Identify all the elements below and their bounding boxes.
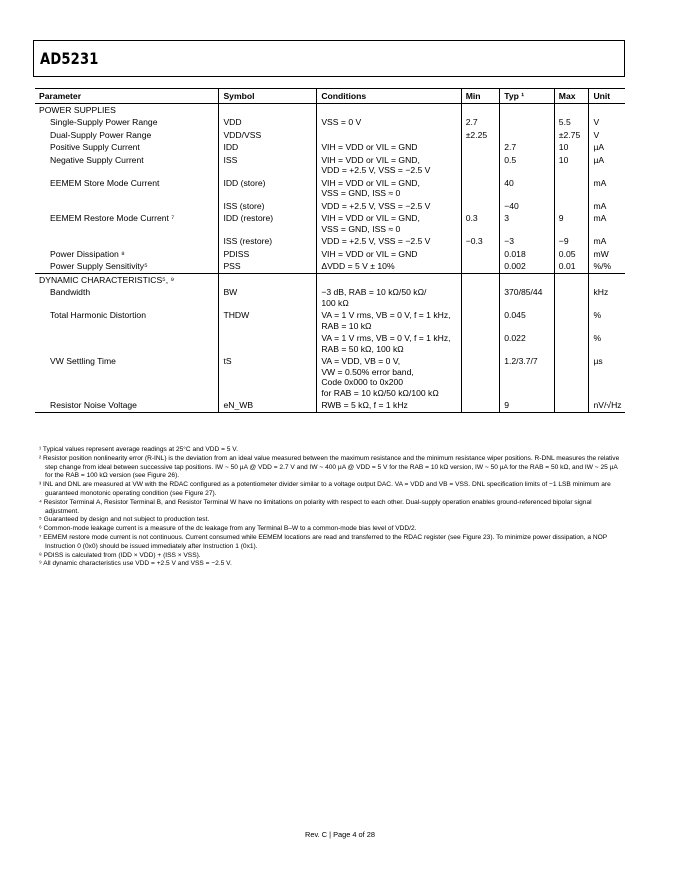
cell-param bbox=[35, 332, 219, 355]
cell-max: 0.05 bbox=[554, 248, 589, 261]
table-row bbox=[35, 235, 625, 248]
header-min: Min bbox=[461, 89, 500, 104]
cell-sym: PDISS bbox=[219, 248, 317, 261]
footnote: ² Resistor position nonlinearity error (R-INL) is the deviation from an ideal value measured between the maximum resistance and the minimum resistance wiper positions. R-DNL measures the relative step change from ideal between successive tap positions. IW ~ 50 µA @ VDD = 2.7 V and IW ~ 400 µA @ VDD = 5 V for the RAB = 10 kΩ version, IW ~ 50 µA for the RAB = 50 kΩ, and IW ~ 25 µA for the RAB = 100 kΩ version (see Figure 26). bbox=[39, 454, 620, 480]
cell-sym: ISS (store) bbox=[219, 200, 317, 213]
cell-cond: RWB = 5 kΩ, f = 1 kHz bbox=[317, 399, 461, 412]
cell-cond: VDD = +2.5 V, VSS = −2.5 V bbox=[317, 235, 461, 248]
table-row bbox=[35, 212, 625, 235]
footnote: ⁸ PDISS is calculated from (IDD × VDD) + (ISS × VSS). bbox=[39, 551, 201, 559]
cell-unit: µs bbox=[589, 355, 625, 399]
cell-cond: VIH = VDD or VIL = GND, VSS = GND, ISS ≈ 0 bbox=[317, 212, 461, 235]
cell-typ: 0.045 bbox=[500, 309, 555, 332]
cell-typ: 0.5 bbox=[500, 154, 555, 177]
cell-min bbox=[461, 399, 500, 412]
cell-sym: IDD (restore) bbox=[219, 212, 317, 235]
table-row bbox=[35, 200, 625, 213]
cell-sym: BW bbox=[219, 286, 317, 309]
cell-param: Total Harmonic Distortion bbox=[50, 310, 146, 320]
cell-unit: nV/√Hz bbox=[589, 399, 625, 412]
cell-param: VW Settling Time bbox=[50, 356, 116, 366]
cell-max bbox=[554, 103, 589, 116]
cell-sym: tS bbox=[219, 355, 317, 399]
table-row bbox=[35, 177, 625, 200]
header-unit: Unit bbox=[589, 89, 625, 104]
cell-unit: mA bbox=[589, 177, 625, 200]
cell-param: Positive Supply Current bbox=[50, 142, 140, 152]
table-row bbox=[35, 248, 625, 261]
cell-typ bbox=[500, 273, 555, 286]
cell-param: EEMEM Restore Mode Current ⁷ bbox=[50, 213, 175, 223]
cell-typ: 40 bbox=[500, 177, 555, 200]
cell-min bbox=[461, 177, 500, 200]
cell-min bbox=[461, 200, 500, 213]
cell-typ: 0.018 bbox=[500, 248, 555, 261]
cell-unit: mA bbox=[589, 212, 625, 235]
cell-cond: VA = VDD, VB = 0 V, VW = 0.50% error band, Code 0x000 to 0x200 for RAB = 10 kΩ/50 kΩ/100 kΩ bbox=[317, 355, 461, 399]
cell-max bbox=[554, 273, 589, 286]
cell-sym bbox=[219, 103, 317, 116]
header-max: Max bbox=[554, 89, 589, 104]
cell-sym: VDD bbox=[219, 116, 317, 129]
footnote: ¹ Typical values represent average readings at 25°C and VDD = 5 V. bbox=[39, 446, 238, 453]
cell-sym: THDW bbox=[219, 309, 317, 332]
cell-unit: kHz bbox=[589, 286, 625, 309]
cell-min bbox=[461, 286, 500, 309]
cell-max: −9 bbox=[554, 235, 589, 248]
table-body bbox=[35, 103, 625, 412]
cell-typ: 2.7 bbox=[500, 141, 555, 154]
table-section-row bbox=[35, 103, 625, 116]
table-row bbox=[35, 116, 625, 129]
cell-unit: µA bbox=[589, 141, 625, 154]
cell-param: Power Dissipation ⁸ bbox=[50, 248, 125, 259]
cell-max: 10 bbox=[554, 154, 589, 177]
footnote: ⁶ Common-mode leakage current is a measure of the dc leakage from any Terminal B–W to a common-mode bias level of VDD/2. bbox=[39, 525, 417, 533]
table-row bbox=[35, 355, 625, 399]
cell-param: Power Supply Sensitivity⁵ bbox=[50, 261, 148, 271]
cell-cond: VIH = VDD or VIL = GND, VDD = +2.5 V, VSS = −2.5 V bbox=[317, 154, 461, 177]
cell-max bbox=[554, 332, 589, 355]
cell-sym: eN_WB bbox=[219, 399, 317, 412]
cell-unit: % bbox=[589, 309, 625, 332]
table-row bbox=[35, 141, 625, 154]
cell-unit: mW bbox=[589, 248, 625, 261]
cell-max: ±2.75 bbox=[554, 129, 589, 142]
cell-unit: mA bbox=[589, 200, 625, 213]
cell-min bbox=[461, 260, 500, 273]
header-symbol: Symbol bbox=[219, 89, 317, 104]
cell-param: Single-Supply Power Range bbox=[50, 117, 158, 127]
table-row bbox=[35, 399, 625, 412]
cell-typ bbox=[500, 129, 555, 142]
cell-sym: ISS (restore) bbox=[219, 235, 317, 248]
cell-min: ±2.25 bbox=[461, 129, 500, 142]
cell-cond: VA = 1 V rms, VB = 0 V, f = 1 kHz, RAB = 10 kΩ bbox=[317, 309, 461, 332]
table-header-row bbox=[35, 89, 625, 104]
cell-param: Negative Supply Current bbox=[50, 154, 144, 165]
cell-typ: 0.022 bbox=[500, 332, 555, 355]
cell-sym: VDD/VSS bbox=[219, 129, 317, 142]
page-footer: Rev. C | Page 4 of 28 bbox=[305, 830, 375, 839]
header-parameter: Parameter bbox=[35, 89, 219, 104]
cell-sym bbox=[219, 332, 317, 355]
cell-unit: µA bbox=[589, 154, 625, 177]
cell-min bbox=[461, 154, 500, 177]
cell-min bbox=[461, 355, 500, 399]
cell-param bbox=[35, 235, 219, 248]
cell-typ: 370/85/44 bbox=[500, 286, 555, 309]
table-row bbox=[35, 154, 625, 177]
header-conditions: Conditions bbox=[317, 89, 461, 104]
cell-max: 9 bbox=[554, 212, 589, 235]
cell-max bbox=[554, 355, 589, 399]
table-row bbox=[35, 332, 625, 355]
cell-sym: IDD (store) bbox=[219, 177, 317, 200]
cell-sym: PSS bbox=[219, 260, 317, 273]
cell-cond: VIH = VDD or VIL = GND bbox=[317, 141, 461, 154]
cell-unit: V bbox=[589, 129, 625, 142]
cell-typ bbox=[500, 116, 555, 129]
cell-param: Dual-Supply Power Range bbox=[50, 129, 152, 140]
header-typ: Typ ¹ bbox=[500, 89, 555, 104]
cell-max bbox=[554, 309, 589, 332]
cell-min bbox=[461, 309, 500, 332]
cell-unit: mA bbox=[589, 235, 625, 248]
cell-cond bbox=[317, 129, 461, 142]
title-box bbox=[33, 40, 625, 77]
cell-param: POWER SUPPLIES bbox=[39, 104, 116, 115]
footnotes bbox=[39, 446, 621, 569]
cell-unit: %/% bbox=[589, 260, 625, 273]
cell-min: −0.3 bbox=[461, 235, 500, 248]
cell-typ: −40 bbox=[500, 200, 555, 213]
table-row bbox=[35, 309, 625, 332]
cell-unit: % bbox=[589, 332, 625, 355]
spec-table bbox=[35, 88, 625, 413]
cell-cond: VDD = +2.5 V, VSS = −2.5 V bbox=[317, 200, 461, 213]
cell-unit bbox=[589, 273, 625, 286]
cell-min bbox=[461, 273, 500, 286]
cell-cond bbox=[317, 103, 461, 116]
cell-unit: V bbox=[589, 116, 625, 129]
cell-sym bbox=[219, 273, 317, 286]
cell-min bbox=[461, 332, 500, 355]
cell-cond: VIH = VDD or VIL = GND bbox=[317, 248, 461, 261]
footnote: ³ INL and DNL are measured at VW with the RDAC configured as a potentiometer divider similar to a voltage output DAC. VA = VDD and VB = VSS. DNL specification limits of −1 LSB minimum are guaranteed monotonic operating condition (see Figure 27). bbox=[39, 481, 611, 497]
cell-sym: ISS bbox=[219, 154, 317, 177]
table-row bbox=[35, 260, 625, 273]
cell-max bbox=[554, 399, 589, 412]
cell-cond: VSS = 0 V bbox=[317, 116, 461, 129]
cell-cond: −3 dB, RAB = 10 kΩ/50 kΩ/ 100 kΩ bbox=[317, 286, 461, 309]
cell-sym: IDD bbox=[219, 141, 317, 154]
cell-min: 2.7 bbox=[461, 116, 500, 129]
cell-min bbox=[461, 141, 500, 154]
footnote: ⁴ Resistor Terminal A, Resistor Terminal B, and Resistor Terminal W have no limitations on polarity with respect to each other. Dual-supply operation enables ground-referenced bipolar signal adjustment. bbox=[39, 498, 592, 515]
cell-min bbox=[461, 103, 500, 116]
table-section-row bbox=[35, 273, 625, 286]
cell-typ: −3 bbox=[500, 235, 555, 248]
footnote: ⁵ Guaranteed by design and not subject to production test. bbox=[39, 516, 210, 524]
cell-max: 0.01 bbox=[554, 260, 589, 273]
cell-typ: 1.2/3.7/7 bbox=[500, 355, 555, 399]
cell-max bbox=[554, 200, 589, 213]
cell-max: 5.5 bbox=[554, 116, 589, 129]
footnote: ⁷ EEMEM restore mode current is not continuous. Current consumed while EEMEM locations are read and transferred to the RDAC register (see Figure 23). To minimize power dissipation, a NOP Instruction 0 (0x0) should be issued immediately after Instruction 1 (0x1). bbox=[39, 533, 607, 550]
page-title: AD5231 bbox=[40, 49, 99, 68]
footnote: ⁹ All dynamic characteristics use VDD = +2.5 V and VSS = −2.5 V. bbox=[39, 560, 232, 568]
cell-max bbox=[554, 177, 589, 200]
table-row bbox=[35, 129, 625, 142]
cell-cond: ΔVDD = 5 V ± 10% bbox=[317, 260, 461, 273]
cell-max bbox=[554, 286, 589, 309]
cell-cond bbox=[317, 273, 461, 286]
cell-cond: VA = 1 V rms, VB = 0 V, f = 1 kHz, RAB = 50 kΩ, 100 kΩ bbox=[317, 332, 461, 355]
cell-param: DYNAMIC CHARACTERISTICS⁵, ⁹ bbox=[35, 273, 219, 286]
cell-param: Bandwidth bbox=[50, 287, 91, 297]
cell-param: EEMEM Store Mode Current bbox=[50, 177, 160, 188]
cell-min: 0.3 bbox=[461, 212, 500, 235]
cell-unit bbox=[589, 103, 625, 116]
cell-typ: 9 bbox=[500, 399, 555, 412]
cell-param bbox=[35, 200, 219, 213]
cell-typ: 3 bbox=[500, 212, 555, 235]
cell-typ: 0.002 bbox=[500, 260, 555, 273]
cell-max: 10 bbox=[554, 141, 589, 154]
cell-min bbox=[461, 248, 500, 261]
cell-cond: VIH = VDD or VIL = GND, VSS = GND, ISS ≈ 0 bbox=[317, 177, 461, 200]
cell-param: Resistor Noise Voltage bbox=[35, 399, 219, 412]
cell-typ bbox=[500, 103, 555, 116]
table-row bbox=[35, 286, 625, 309]
